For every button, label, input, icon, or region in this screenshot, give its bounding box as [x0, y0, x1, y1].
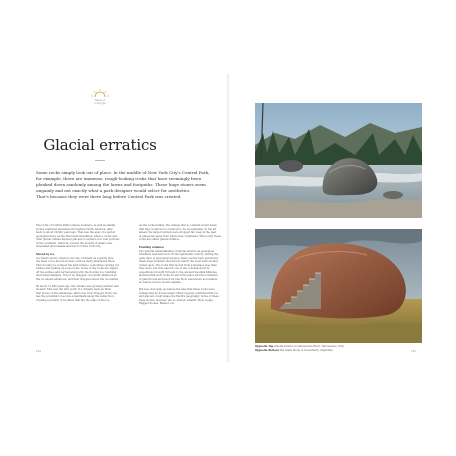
photo-caption-bottom: [255, 349, 422, 353]
body-line: Greenland and Canada and much of New York City.: [36, 245, 102, 248]
intro-paragraph: [36, 170, 236, 200]
body-line: as well as a more recent capable.: [139, 281, 182, 284]
body-line: expeditions brought through to the ancient Swedish hillsides,: [139, 270, 218, 274]
body-line: That moving ice scraped the land surface, sometimes carving out: [36, 263, 119, 267]
intro-line: That's because they were there long before Central Park was created.: [36, 194, 182, 199]
left-page: [0, 73, 228, 363]
body-line: huge stones, however, are so storied: smaller, Rock Ledge,: [139, 298, 214, 302]
body-line: valleys and picking up loose rocks. Some of the rocks are ripped: [36, 267, 118, 270]
body-line: ahead, the large boulders were dropped far, deep in the past: [139, 231, 217, 234]
caption-text: The Giant Stone of Gooseberry, Argentina: [279, 349, 333, 352]
body-line: off the surface and carried along with the flowing ice, tumbling: [36, 270, 117, 274]
body-line: stones scattered elsewhere throughout North America, date: [36, 227, 113, 231]
body-line: the ice sheets advanced, and then dropped where the ice melted.: [36, 277, 119, 281]
body-line: and being reshaped. They'd be dragged over great distances as: [36, 274, 117, 277]
body-line: rocks are called glacial erratics.: [139, 238, 180, 241]
section-heading: Puzzling evidence: [139, 246, 165, 249]
photo-boulder-in-river: [255, 103, 422, 218]
body-line: and glaciers could shape the Earth's geography. Some of these: [139, 295, 219, 298]
body-line: transported by frozen water: Other regions confirmed that ice: [139, 291, 218, 295]
body-column-2: [139, 224, 232, 306]
section-heading: Moved by ice: [36, 253, 55, 256]
body-line: drier global climate allowed glaciers to expand over vast portions: [36, 238, 120, 241]
body-line: rested upon. The rocks that moved from someplace else than: [139, 263, 217, 267]
body-line: of giant floods and much its tide Rock was known as boulders: [139, 277, 218, 281]
body-line: The rocks of Central Park's unique boulders, as well as similar: [36, 224, 116, 227]
intro-line: Some rocks simply look out of place. In the middle of New York City's Central Park,: [36, 170, 210, 175]
body-line: has the potential to become a landmark along the valley floor,: [36, 295, 115, 298]
photo-caption-top: [255, 345, 422, 349]
body-line-blank: [36, 249, 129, 253]
body-line: By about 12,000 years ago, the climate was growing warmer and: [36, 284, 119, 288]
caption-label: Opposite Bottom: [255, 349, 279, 352]
body-line: showing that such rocks lie about the place and the formation: [139, 274, 218, 277]
body-line: But less obviously, as well as the idea that these rocks were: [139, 288, 215, 291]
body-line: moister. This was the turn point: If a climatic back-up finds: [36, 288, 111, 291]
chapter-tag-line: rock type: [94, 102, 106, 105]
caption-label: Opposite Top: [255, 345, 274, 348]
body-line: these huge boulders that did not match the local bedrock that: [139, 260, 218, 263]
intro-line: for example, there are immense, rough-looking rocks that have seemingly been: [36, 176, 202, 181]
title-divider: [95, 160, 105, 161]
body-line: that grows on the landscape, that loose rock dropped. Each one: [36, 291, 118, 295]
body-line: Ice sheets slowly crawled over the continent as a gently flow-: [36, 256, 115, 260]
body-line: As the rocks tumble, the change that is constant would mean: [139, 224, 217, 227]
body-line: that they would be too reduced to be recognizable. In the art: [139, 227, 217, 231]
intro-line: plonked down randomly among the lawns and footpaths. These huge stones seem: [36, 182, 206, 187]
body-line: ing mass of ice and snow that could be many kilometres thick.: [36, 260, 116, 263]
caption-text: Glacial erratics in Yellowstone River, Yellowstone, USA: [274, 345, 344, 348]
page-title: Glacial erratics: [43, 136, 157, 154]
body-line: The general understanding of glacial erratics as geological: [139, 249, 214, 253]
intro-line: ungainly and not exactly what a park designer would select for aesthetics.: [36, 188, 191, 193]
book-gutter: [226, 73, 230, 363]
body-column-1: [36, 224, 129, 302]
page-number-right: 195: [411, 350, 416, 353]
chapter-tag-line: Name of: [94, 99, 106, 102]
body-line-blank: [139, 242, 232, 246]
chapter-tag: [80, 99, 120, 105]
body-line: Ragged Stones, Bennet, etc.: [139, 302, 175, 305]
body-line: travellers was hard won. In the eighteenth century, during the: [139, 253, 219, 256]
body-line: geologists know as the Wisconsin Glaciation, when a cooler and: [36, 234, 118, 238]
page-number-left: 194: [36, 350, 41, 353]
body-line: back to about 20,000 years ago. That was the apex of a period: [36, 231, 116, 234]
sunrise-icon: [89, 88, 111, 98]
body-line: they were, but this was not one of the conclusions from: [139, 267, 210, 270]
body-line: creating a pattern of boulders that fits the edge of the ice.: [36, 298, 111, 302]
body-line: early days of geological science, many people were puzzled by: [139, 256, 219, 260]
body-line: of the continent. Glaciers covered the mouths of what's now: [36, 241, 113, 245]
body-line: in places far away from where they originated. This is why these: [139, 234, 222, 238]
photo-giant-stone: [255, 229, 422, 343]
